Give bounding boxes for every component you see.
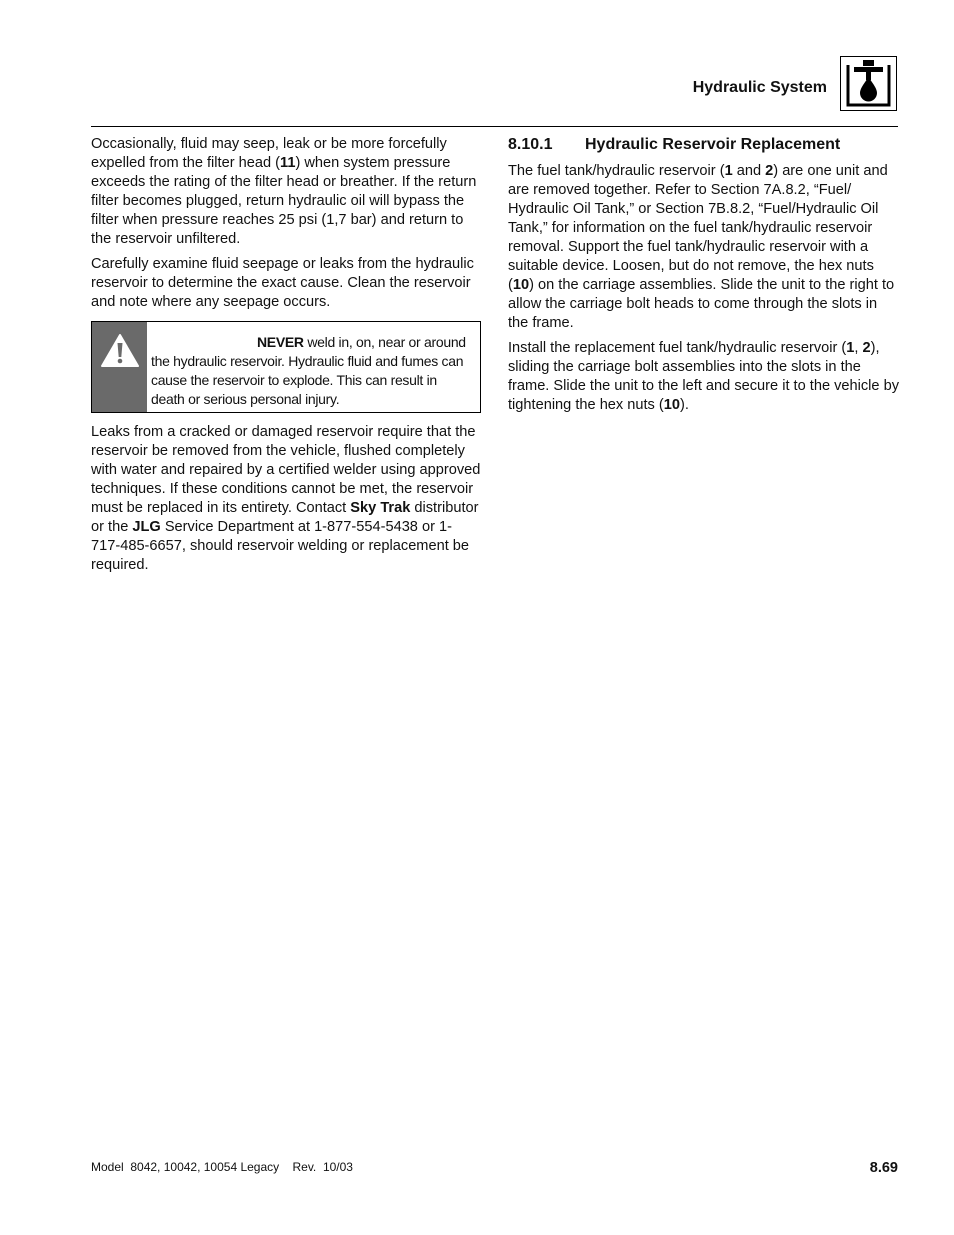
paragraph-leaks-repair: Leaks from a cracked or damaged reservoir require that the reservoir be removed from the vehicle, flushed completely with water and repaired by a certified welder using approved techniques. If these conditions cannot be met, the reservoir must be replaced in its entirety. Contact Sky Trak distributor or the JLG Service Department at 1-877-554-5438 or 1-717-485-6657, should reservoir welding or replacement be required. xyxy=(91,424,481,573)
warning-text: NEVER weld in, on, near or around the hydraulic reservoir. Hydraulic fluid and fumes can cause the reservoir to explode. This can result in death or serious personal injury. xyxy=(151,334,466,407)
paragraph-filter-seepage: Occasionally, fluid may seep, leak or be more forcefully expelled from the filter head (11) when system pressure exceeds the rating of the filter head or breather. If the return filter becomes plugged, return hydraulic oil will bypass the filter when pressure reaches 25 psi (1,7 bar) and return to the reservoir unfiltered. xyxy=(91,136,477,247)
section-header-title: Hydraulic System xyxy=(692,79,827,96)
header-rule xyxy=(91,126,898,127)
paragraph-install: Install the replacement fuel tank/hydraulic reservoir (1, 2), sliding the carriage bolt assemblies into the slots in the frame. Slide the unit to the left and secure it to the vehicle by tightening the hex nuts (10). xyxy=(508,340,900,413)
page-number: 8.69 xyxy=(869,1160,898,1176)
section-number: 8.10.1 xyxy=(508,136,553,153)
paragraph-examine-seepage: Carefully examine fluid seepage or leaks from the hydraulic reservoir to determine the exact cause. Clean the reservoir and note where any seepage occurs. xyxy=(91,256,474,310)
paragraph-removal: The fuel tank/hydraulic reservoir (1 and 2) are one unit and are removed together. Refer to Section 7A.8.2, “Fuel/ Hydraulic Oil Tank,” or Section 7B.8.2, “Fuel/Hydraulic Oil Tank,” for information on the fuel tank/hydraulic reservoir removal. Support the fuel tank/hydraulic reservoir with a suitable device. Loosen, but do not remove, the hex nuts (10) on the carriage assemblies. Slide the unit to the right to allow the carriage bolt heads to come through the slots in the frame. xyxy=(508,163,895,331)
warning-sidebar xyxy=(92,322,147,412)
warning-triangle-icon xyxy=(100,333,140,369)
footer-model-info: Model 8042, 10042, 10054 Legacy Rev. 10/03 xyxy=(91,1160,353,1174)
warning-box xyxy=(91,321,481,413)
section-heading xyxy=(508,135,900,154)
hydraulic-tank-icon xyxy=(840,56,897,111)
left-column xyxy=(91,135,481,581)
right-column xyxy=(508,135,900,421)
section-title: Hydraulic Reservoir Replacement xyxy=(585,136,841,153)
